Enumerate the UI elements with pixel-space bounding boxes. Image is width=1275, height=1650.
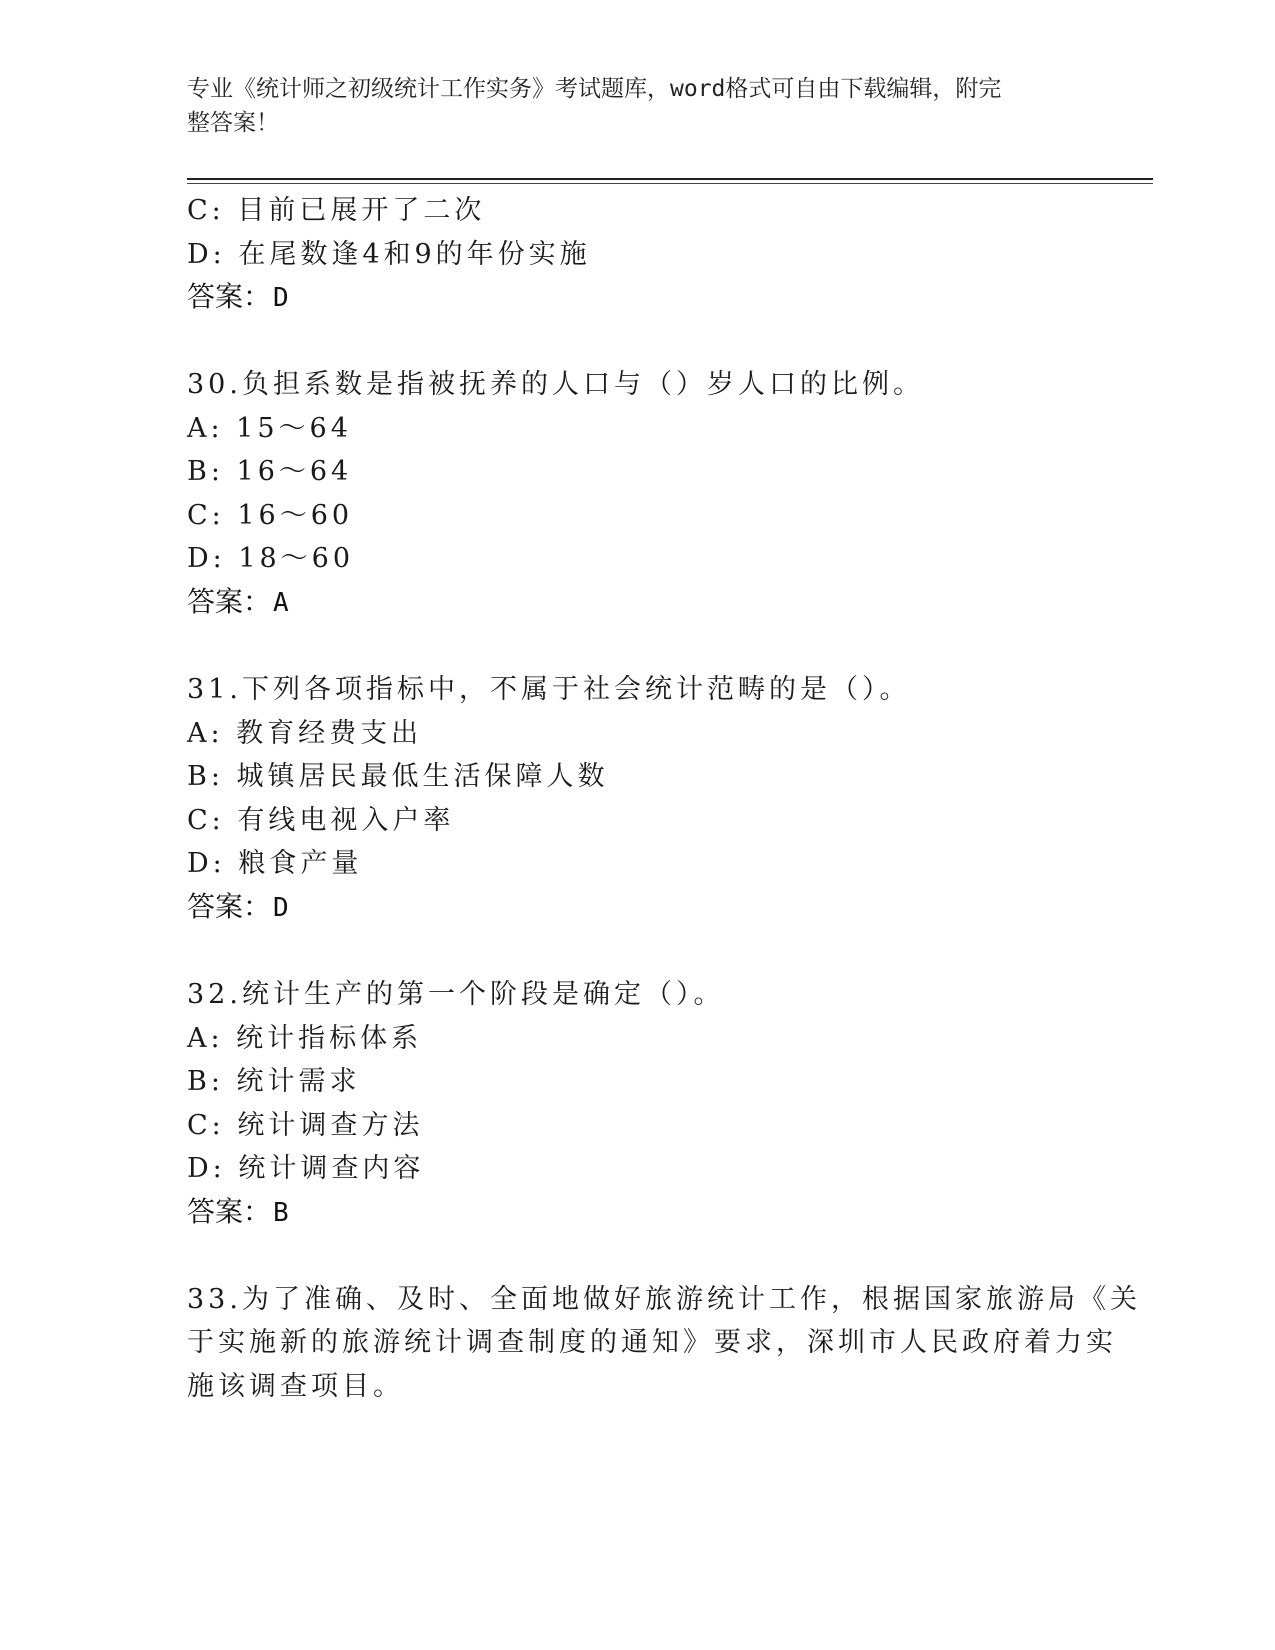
answer-label: 答案： <box>187 585 272 618</box>
question-30-option-d: D: 18～60 <box>187 543 355 574</box>
prev-option-c: C: 目前已展开了二次 <box>187 195 486 226</box>
header-divider-thin <box>187 183 1153 184</box>
header-line-2: 整答案！ <box>187 110 279 136</box>
answer-value: D <box>273 893 289 923</box>
question-31-answer <box>187 885 289 925</box>
question-33-stem-line-3: 施该调查项目。 <box>187 1371 404 1402</box>
answer-value: B <box>273 1198 289 1228</box>
answer-label: 答案： <box>187 1195 272 1228</box>
question-30-answer <box>187 580 289 620</box>
answer-value: A <box>273 588 289 618</box>
question-31-option-a: A: 教育经费支出 <box>187 718 423 749</box>
question-32-option-c: C: 统计调查方法 <box>187 1110 424 1141</box>
question-32-option-b: B: 统计需求 <box>187 1066 361 1097</box>
question-32-answer <box>187 1190 289 1230</box>
answer-label: 答案： <box>187 280 272 313</box>
question-32-option-d: D: 统计调查内容 <box>187 1153 425 1184</box>
question-32-option-a: A: 统计指标体系 <box>187 1023 423 1054</box>
question-30-option-a: A: 15～64 <box>187 413 352 444</box>
question-30-option-c: C: 16～60 <box>187 500 354 531</box>
question-30-stem: 30.负担系数是指被抚养的人口与（）岁人口的比例。 <box>187 369 924 400</box>
question-32-stem: 32.统计生产的第一个阶段是确定（）。 <box>187 979 725 1010</box>
question-31-option-c: C: 有线电视入户率 <box>187 805 455 836</box>
answer-label: 答案： <box>187 890 272 923</box>
question-33-stem-line-1: 33.为了准确、及时、全面地做好旅游统计工作，根据国家旅游局《关 <box>187 1284 1141 1315</box>
question-30-option-b: B: 16～64 <box>187 456 353 487</box>
prev-answer <box>187 275 289 315</box>
question-33-stem-line-2: 于实施新的旅游统计调查制度的通知》要求，深圳市人民政府着力实 <box>187 1327 1117 1358</box>
answer-value: D <box>273 283 289 313</box>
header-line-1: 专业《统计师之初级统计工作实务》考试题库，word格式可自由下载编辑，附完 <box>187 76 1002 102</box>
question-31-option-b: B: 城镇居民最低生活保障人数 <box>187 761 609 792</box>
prev-option-d: D: 在尾数逢4和9的年份实施 <box>187 239 591 270</box>
question-31-option-d: D: 粮食产量 <box>187 848 363 879</box>
header-divider <box>187 178 1153 180</box>
document-header <box>187 72 1087 140</box>
question-31-stem: 31.下列各项指标中，不属于社会统计范畴的是（）。 <box>187 674 911 705</box>
